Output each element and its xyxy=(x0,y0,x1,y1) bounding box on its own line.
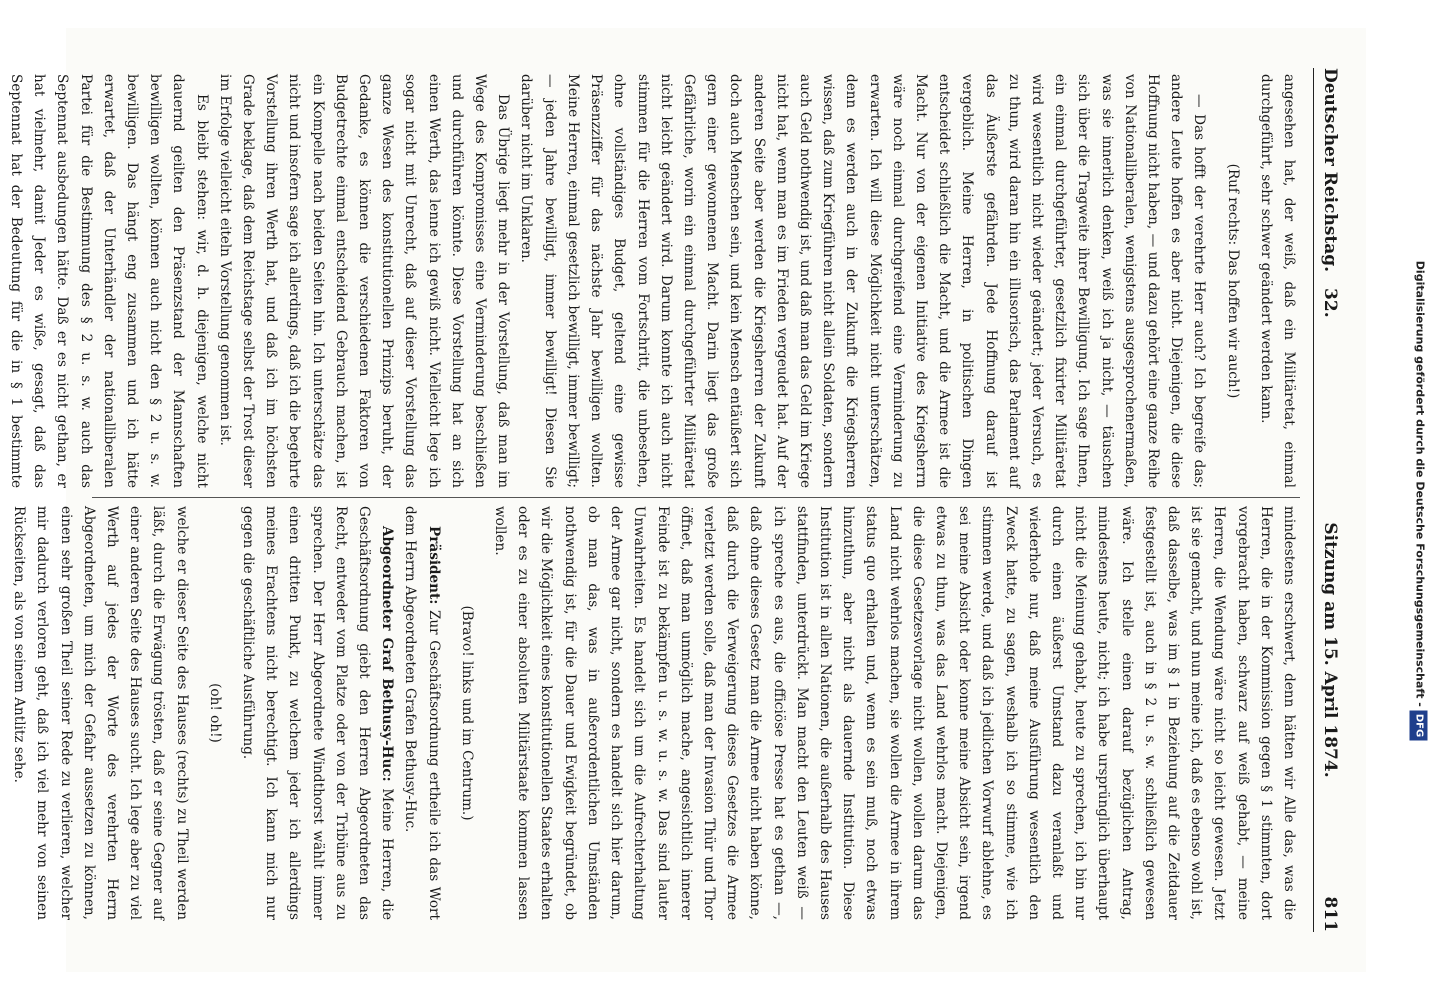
column-divider xyxy=(92,497,1300,498)
paragraph: — Das hofft der verehrte Herr auch? Ich begreife das; andere Leute hoffen es aber nicht. Diejenigen, die diese Hoffnung nicht haben, — und dazu gehört eine ganze Reihe von Nationalliberalen, wenigstens ausgesprochenermaßen, was sie innerlich denken, weiß ich ja nicht, — täuschen sich über die Tragweite ihrer Bewilligung. Ich sage Ihnen, ein einmal durchgeführter, gesetzlich fixirter Militäretat wird wesentlich nicht wieder geändert; jeder Versuch, es zu thun, wird daran hin ein illusorisch, das Parlament auf das Äußerste gefährden. Jede Hoffnung darauf ist vergeblich. Meine Herren, in politischen Dingen entscheidet schließlich die Macht, und die Armee ist die Macht. Nur von der eigenen Initiative des Kriegsherrn wäre noch einmal durchgreifend eine Verminderung zu erwarten. Ich will diese Möglichkeit nicht unterschätzen, denn es werden auch in der Zukunft die Kriegsherren wissen, daß zum Kriegführen nicht allein Soldaten, sondern auch Geld nothwendig ist, und daß man das Geld im Kriege nicht hat, wenn man es im Frieden vergeudet hat. Auf der anderen Seite aber werden die Kriegsherren der Zukunft doch auch Menschen sein, und kein Mensch entäußert sich gern einer gewonnenen Macht. Darin liegt das große Gefährliche, worin ein einmal durchgeführter Militäretat nicht leicht geändert wird. Darum konnte ich auch nicht stimmen für die Herren vom Fortschritt, die unbesehen, ohne vollständiges Budget, geltend eine gewisse Präsenzziffer für das nächste Jahr bewilligen wollten. Meine Herren, einmal gesetzlich bewilligt, immer bewilligt; — jeden Jahre bewilligt, immer bewilligt! Diesen Sie darüber nicht im Unklaren. xyxy=(518,74,1208,488)
paragraph: Das Übrige liegt mehr in der Vorstellung, daß man im Wege des Kompromisses eine Verminderung beschließen und durchführen könnte. Diese Vorstellung hat an sich einen Werth, das lenne ich gewiß nicht. Vielleicht lege ich sogar nicht mit Unrecht, daß auf dieser Vorstellung das ganze Wesen des konstitutionellen Prinzips beruht, der Gedanke, es können die verschiedenen Faktoren von Budgetrechte einmal entscheidend Gebrauch machen, ist ein Kompelle nach beiden Seiten hin. Ich unterschätze das nicht und insofern sage ich allerdings, daß ich die begehrte Vorstellung ihren Werth hat, und daß ich im höchsten Grade beklage, daß dem Reichstage selbst der Trost dieser im Erfolge vielleicht eiteln Vorstellung genommen ist. xyxy=(216,74,512,488)
interjection: (Bravo! links und im Centrum.) xyxy=(458,605,475,821)
digitization-credit xyxy=(1407,20,1431,980)
credit-line xyxy=(1410,31,1429,971)
paragraph: welche er dieser Seite des Hauses (rechts) zu Theil werden läßt, durch die Erwägung trösten, daß er seine Gegner auf einer anderen Seite des Hauses sucht. Ich lege aber zu viel Werth auf jedes der Worte des verehrten Herrn Abgeordneten, um mich der Gefahr aussetzen zu können, einen sehr großen Theil seiner Rede zu verlieren, welcher mir dadurch verloren geht, daß ich viel mehr von seinen Rückseiten, als von seinem Antlitz sehe. xyxy=(11,506,190,920)
speech-paragraph xyxy=(398,506,444,920)
speech-text: Meine Herren, die Geschäftsordnung giebt den Herren Abgeordneten das Recht, entweder vom Platze oder von der Tribüne aus zu sprechen. Der Herr Abgeordnete Windthorst wählt immer einen dritten Punkt, zu welchem jeder ich allerdings meines Erachtens nicht berechtigt. Ich kann mich nur gegen die geschäftliche Ausführung. xyxy=(240,506,396,920)
left-column xyxy=(8,74,1300,488)
session-date: Sitzung am 15. April 1874. xyxy=(1320,522,1340,778)
page-number: 811 xyxy=(1320,896,1340,932)
session-number: 32. xyxy=(1320,288,1340,318)
scanned-page xyxy=(8,28,1366,972)
right-column xyxy=(11,506,1300,920)
speaker-name: Präsident: xyxy=(425,526,442,605)
interjection: (oh! oh!) xyxy=(206,683,223,743)
page-header xyxy=(1313,68,1360,932)
speech-paragraph xyxy=(236,506,398,920)
speech-text: Zur Geschäftsordnung ertheile ich das Wort dem Herrn Abgeordneten Grafen Bethusy-Huc. xyxy=(402,506,442,920)
paragraph: angesehen hat, der weiß, daß ein Militäretat, einmal durchgeführt, sehr schwer geändert werden kann. xyxy=(1257,74,1297,488)
paragraph: mindestens erschwert, denn hätten wir Alle das, was die Herren, die in der Kommission gegen § 1 stimmten, dort vorgebracht haben, schwarz auf weiß gehabt, — meine Herren, die Wendung wäre nicht so leicht gewesen. Jetzt ist sie gemacht, und nun meine ich, daß es ebenso wohl ist, daß dasselbe, was im § 1 in Beziehung auf die Zeitdauer festgestellt ist, auch in § 2 u. s. w. schließlich gewesen wäre. Ich stelle einen darauf bezüglichen Antrag, mindestens heute, nicht; ich habe ursprünglich überhaupt nicht die Meinung gehabt, heute zu sprechen, ich bin nur durch einen äußerst Umstand dazu veranlaßt und wiederhole nur, daß meine Ausführung wesentlich den Zweck hatte, zu sagen, weshalb ich so stimme, wie ich stimmen werde, und daß ich jedlichen Vorwurf ablehne, es sei meine Absicht oder konne meine Absicht sein, irgend etwas zu thun, was das Land wehrlos macht. Diejenigen, die diese Gesetzesvorlage nicht wollen, wollen darum das Land nicht wehrlos machen, sie wollen die Armee in ihrem status quo erhalten und, wenn es sein muß, noch etwas hinzuthun, aber nicht als dauernde Institution. Diese Institution ist in allen Nationen, die außerhalb des Hauses stattfinden, unterdrückt. Man macht den Leuten weiß — ich spreche es aus, die officiöse Presse hat es gethan —, daß ohne dieses Gesetz man die Armee nicht haben könne, daß durch die Verweigerung dieses Gesetzes die Armee verletzt werden solle, daß man der Invasion Thür und Thor öffnet, daß man unmöglich mache, angesichtlich innerer Feinde ist zu bekämpfen u. s. w. u. s. w. Das sind lauter Unwahrheiten. Es handelt sich um die Aufrechterhaltung der Armee gar nicht, sondern es handelt sich hier darum, ob man das, was in außerordentlichen Umständen nothwendig ist, für die Dauer und Ewigkeit begründet, ob wir die Möglichkeit eines konstitutionellen Staates erhalten oder es zu einer absoluten Militärstaate kommen lassen wollen. xyxy=(492,506,1297,920)
session-date-wrap xyxy=(1320,68,1340,932)
interjection: (Ruf rechts: Das hoffen wir auch!) xyxy=(1224,163,1241,399)
paragraph: Es bleibt stehen: wir, d. h. diejenigen, welche nicht dauernd geilten den Präsenzstand der Mannschaften bewilligen wollten, können auch nicht den § 2 u. s. w. bewilligen. Das hängt eng zusammen und ich hätte erwartet, daß der Unterhändler der nationalliberalen Partei für die Bestimmung des § 2 u. s. w. auch das Septennat ausbedungen hätte. Daß er es nicht gethan, er hat vielmehr, damit Jeder es wiße, gesagt, daß das Septennat hat der Bedeutung für die in § 1 bestimmte xyxy=(8,74,210,488)
credit-text: Digitalisierung gefördert durch die Deutsche Forschungsgemeinschaft - xyxy=(1413,260,1427,707)
dfg-logo: DFG xyxy=(1410,711,1428,740)
speaker-name: Abgeordneter Graf Bethusy-Huc: xyxy=(379,526,396,782)
publication-name: Deutscher Reichstag. xyxy=(1320,68,1340,273)
